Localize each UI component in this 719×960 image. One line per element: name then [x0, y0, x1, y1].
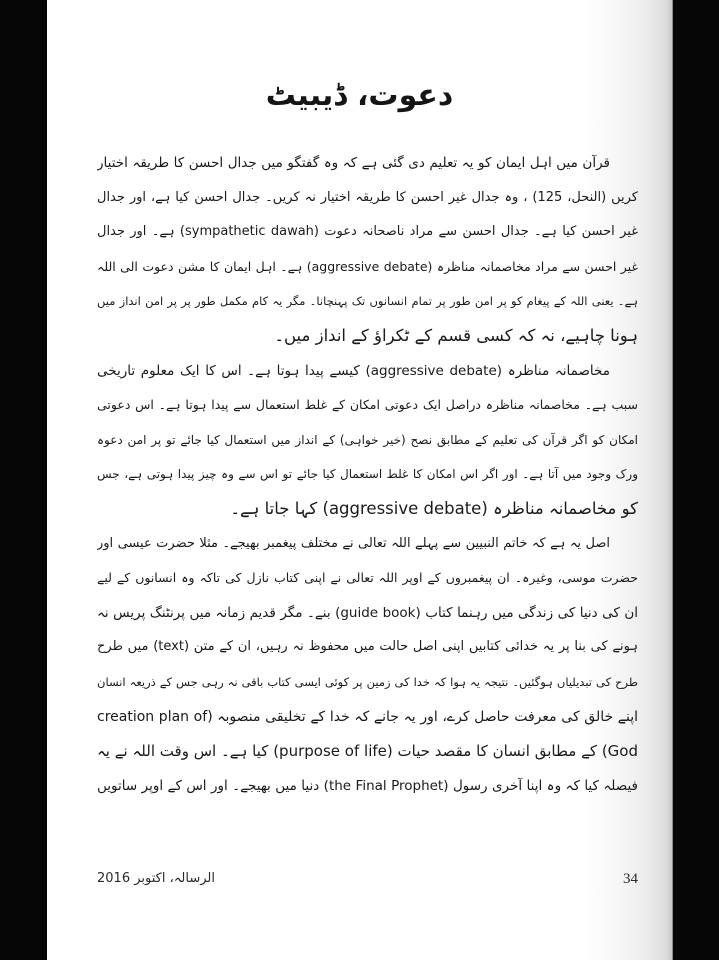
text-line: ہونے کی بنا پر یہ خدائی کتابیں اپنی اصل حالت میں محفوظ نہ رہیں، ان کے متن (text) میں طرح [97, 639, 638, 655]
text-line: فیصلہ کیا کہ وہ اپنا آخری رسول (the Final Prophet) دنیا میں بھیجے۔ اور اس کے اوپر ساتویں [97, 777, 638, 794]
text-line: سبب ہے۔ مخاصمانہ مناظرہ دراصل ایک دعوتی امکان کے غلط استعمال سے پیدا ہوتا ہے۔ اس دعوتی [97, 397, 638, 413]
text-line: مخاصمانہ مناظرہ (aggressive debate) کیسے پیدا ہوتا ہے۔ اس کا ایک معلوم تاریخی [97, 362, 610, 379]
text-line: ہے۔ یعنی اللہ کے پیغام کو پر امن طور پر تمام انسانوں تک پہنچانا۔ مگر یہ کام مکمل طور پر پر امن انداز میں [97, 294, 638, 309]
text-line: اصل یہ ہے کہ خاتم النبیین سے پہلے اللہ تعالی نے مختلف پیغمبر بھیجے۔ مثلا حضرت عیسی اور [97, 535, 610, 551]
page-footer [97, 871, 638, 895]
paragraph [97, 354, 638, 527]
magazine-page [47, 0, 672, 960]
text-line: غیر احسن کیا ہے۔ جدال احسن سے مراد ناصحانہ دعوت (sympathetic dawah) ہے۔ اور جدال [97, 224, 638, 240]
text-line: اپنے خالق کی معرفت حاصل کرے، اور یہ جانے کہ خدا کے تخلیقی منصوبہ (creation plan of [97, 708, 638, 725]
text-line: ان کی دنیا کی زندگی میں رہنما کتاب (guide book) بنے۔ مگر قدیم زمانہ میں پرنٹنگ پریس نہ [97, 604, 638, 621]
issue-label: الرسالہ، اکتوبر 2016 [97, 871, 215, 886]
text-line: ورک وجود میں آتا ہے۔ اور اگر اس امکان کا غلط استعمال کیا جائے تو اس سے وہ چیز پیدا ہوتی ہے، جس [97, 467, 638, 482]
paragraph [97, 146, 638, 354]
page-number: 34 [623, 871, 638, 887]
article-body [97, 146, 638, 803]
page-title: دعوت، ڈیبیٹ [265, 78, 454, 113]
text-line: کریں (النحل، 125) ، وہ جدال غیر احسن کا طریقہ اختیار نہ کریں۔ جدال احسن کیا ہے، اور جدال [97, 189, 638, 205]
text-line: حضرت موسی، وغیرہ۔ ان پیغمبروں کے اوپر اللہ تعالی نے اپنی کتاب نازل کی تاکہ وہ انسانوں کے لیے [97, 570, 638, 586]
text-line: غیر احسن سے مراد مخاصمانہ مناظرہ (aggressive debate) ہے۔ اہل ایمان کا مشن دعوت الی اللہ [97, 258, 638, 274]
text-line: کو مخاصمانہ مناظرہ (aggressive debate) کہا جاتا ہے۔ [230, 498, 638, 518]
paragraph [97, 527, 638, 804]
text-line: امکان کو اگر قرآن کی تعلیم کے مطابق نصح (خیر خواہی) کے انداز میں استعمال کیا جائے تو پر امن دعوہ [97, 432, 638, 447]
text-line: God) کے مطابق انسان کا مقصد حیات (purpose of life) کیا ہے۔ اس وقت اللہ نے یہ [97, 742, 638, 761]
text-line: قرآن میں اہل ایمان کو یہ تعلیم دی گئی ہے کہ وہ گفتگو میں جدال احسن کا طریقہ اختیار [97, 155, 610, 171]
text-line: طرح کی تبدیلیاں ہوگئیں۔ نتیجہ یہ ہوا کہ خدا کی زمین پر کوئی ایسی کتاب باقی نہ رہی جس کے ذریعہ انسان [97, 674, 638, 689]
text-line: ہونا چاہیے، نہ کہ کسی قسم کے ٹکراؤ کے انداز میں۔ [274, 325, 638, 345]
